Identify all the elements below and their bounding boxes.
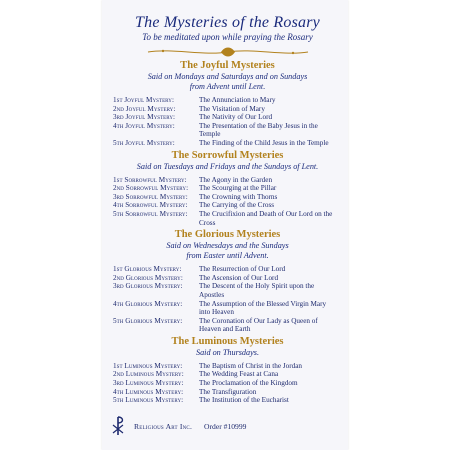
mystery-label: 2nd Joyful Mystery:	[113, 104, 176, 113]
mystery-label: 2nd Sorrowful Mystery:	[113, 184, 189, 193]
section-note: from Advent until Lent.	[189, 82, 266, 91]
mystery-label: 1st Luminous Mystery:	[113, 361, 183, 370]
mystery-section	[113, 60, 342, 148]
mystery-name: The Agony in the Garden	[199, 175, 273, 184]
section-title: The Luminous Mysteries	[171, 335, 284, 347]
mystery-row	[113, 370, 342, 379]
mystery-row	[113, 176, 342, 185]
mystery-name: The Crowning with Thorns	[199, 192, 278, 201]
section-title: The Glorious Mysteries	[174, 229, 281, 241]
mystery-row	[113, 274, 342, 283]
mystery-row	[113, 362, 342, 371]
mystery-row	[113, 122, 342, 139]
chi-rho-logo-icon	[112, 416, 126, 436]
mystery-row	[113, 300, 342, 317]
mystery-label: 1st Glorious Mystery:	[113, 265, 182, 274]
mystery-name: The Nativity of Our Lord	[199, 113, 273, 122]
mystery-name: The Presentation of the Baby Jesus in the Temple	[199, 121, 318, 139]
mystery-section	[113, 229, 342, 334]
mystery-row	[113, 388, 342, 397]
card-content	[102, 0, 348, 405]
mystery-list	[113, 362, 342, 405]
mystery-name: The Proclamation of the Kingdom	[199, 379, 298, 388]
mystery-section	[113, 336, 342, 405]
mystery-label: 4th Joyful Mystery:	[113, 121, 175, 130]
mystery-section	[113, 150, 342, 228]
mysteries-card	[102, 0, 348, 450]
mystery-name: The Baptism of Christ in the Jordan	[199, 361, 303, 370]
mystery-label: 5th Sorrowful Mystery:	[113, 209, 188, 218]
mystery-label: 3rd Glorious Mystery:	[113, 282, 183, 291]
mystery-label: 4th Luminous Mystery:	[113, 387, 184, 396]
mystery-label: 2nd Luminous Mystery:	[113, 370, 184, 379]
mystery-name: The Resurrection of Our Lord	[199, 265, 286, 274]
mystery-list	[113, 96, 342, 148]
mysteries-sections	[113, 60, 342, 405]
mystery-name: The Visitation of Mary	[199, 104, 265, 113]
section-title: The Sorrowful Mysteries	[171, 149, 284, 161]
mystery-name: The Assumption of the Blessed Virgin Mary into Heaven	[199, 299, 327, 317]
section-title: The Joyful Mysteries	[180, 60, 275, 71]
mystery-row	[113, 379, 342, 388]
mystery-row	[113, 396, 342, 405]
mystery-name: The Coronation of Our Lady as Queen of Heaven and Earth	[199, 316, 318, 334]
mystery-row	[113, 265, 342, 274]
page-subtitle: To be meditated upon while praying the Rosary	[142, 32, 313, 42]
section-note: Said on Wednesdays and the Sundays	[166, 241, 289, 251]
mystery-label: 3rd Luminous Mystery:	[113, 379, 184, 388]
mystery-name: The Descent of the Holy Spirit upon the Apostles	[199, 282, 315, 299]
section-note: from Easter until Advent.	[186, 251, 269, 261]
mystery-row	[113, 113, 342, 122]
mystery-name: The Ascension of Our Lord	[199, 273, 279, 282]
mystery-row	[113, 317, 342, 334]
mystery-name: The Annunciation to Mary	[199, 96, 276, 104]
mystery-row	[113, 193, 342, 202]
mystery-list	[113, 176, 342, 228]
mystery-row	[113, 210, 342, 227]
section-note: Said on Tuesdays and Fridays and the Sundays of Lent.	[136, 161, 319, 171]
mystery-label: 1st Joyful Mystery:	[113, 96, 174, 104]
mystery-row	[113, 139, 342, 148]
order-number: Order #10999	[204, 421, 247, 431]
mystery-label: 5th Joyful Mystery:	[113, 138, 175, 147]
mystery-label: 4th Glorious Mystery:	[113, 299, 183, 308]
mystery-row	[113, 201, 342, 210]
page-title: The Mysteries of the Rosary	[135, 14, 320, 31]
mystery-name: The Transfiguration	[199, 387, 257, 396]
mystery-label: 3rd Joyful Mystery:	[113, 113, 176, 122]
mystery-list	[113, 265, 342, 334]
mystery-name: The Scourging at the Pillar	[199, 184, 277, 193]
mystery-label: 2nd Glorious Mystery:	[113, 273, 183, 282]
mystery-row	[113, 105, 342, 114]
mystery-row	[113, 96, 342, 105]
company-name: Religious Art Inc.	[134, 421, 193, 431]
footer	[112, 416, 342, 436]
section-note: Said on Mondays and Saturdays and on Sundays	[147, 72, 308, 81]
mystery-label: 5th Glorious Mystery:	[113, 316, 183, 325]
mystery-label: 4th Sorrowful Mystery:	[113, 201, 188, 210]
mystery-name: The Carrying of the Cross	[199, 201, 275, 210]
mystery-name: The Finding of the Child Jesus in the Temple	[199, 138, 329, 147]
mystery-label: 3rd Sorrowful Mystery:	[113, 192, 188, 201]
mystery-row	[113, 184, 342, 193]
mystery-row	[113, 282, 342, 299]
mystery-label: 1st Sorrowful Mystery:	[113, 175, 187, 184]
section-note: Said on Thursdays.	[195, 347, 259, 357]
mystery-name: The Crucifixion and Death of Our Lord on the Cross	[199, 209, 333, 227]
mystery-name: The Institution of the Eucharist	[199, 396, 289, 405]
mystery-name: The Wedding Feast at Cana	[199, 370, 279, 379]
mystery-label: 5th Luminous Mystery:	[113, 396, 184, 405]
ornamental-divider-icon	[143, 46, 313, 58]
